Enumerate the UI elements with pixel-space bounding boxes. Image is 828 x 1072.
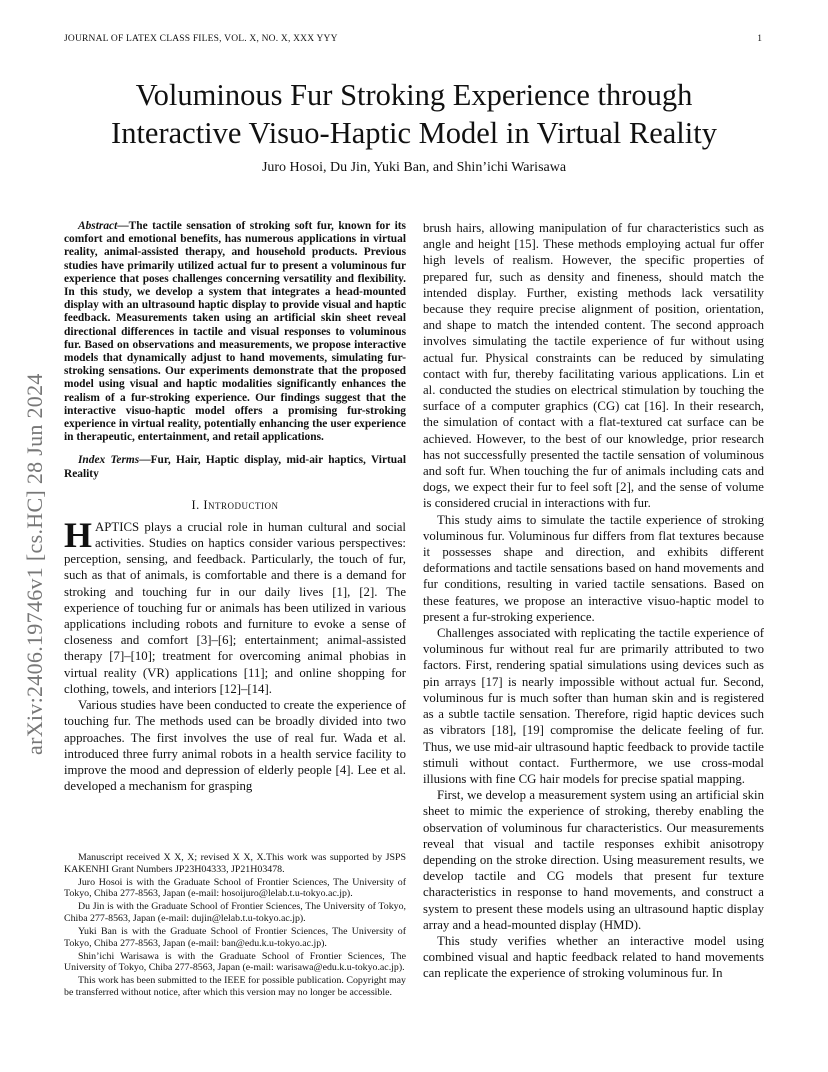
intro-paragraph-1-text: APTICS plays a crucial role in human cultural and social activities. Studies on haptics consider various perspectives: perception, sensing, and feedback. Particularly, the touch of fur, such as that of animals, is comfortable and there is a demand for stroking and touching fur in our daily lives [1], [2]. The experience of touching fur or animals has been utilized in various applications including robots and furniture to evoke a sense of closeness and comfort [3]–[6]; entertainment; animal-assisted therapy [7]–[10]; treatment for overcoming animal phobias in virtual reality (VR) applications [11]; and online shopping for clothing, towels, and interiors [12]–[14].: [64, 519, 406, 696]
section-heading-introduction: I. Introduction: [191, 497, 279, 512]
right-paragraph-3: Challenges associated with replicating the tactile experience of voluminous fur without real fur are primarily attributed to two factors. First, rendering spatial simulations using devices such as pin arrays [17] is nearly impossible without actual fur. Second, voluminous fur is much softer than human skin and is registered as a subtle tactile sensation. Therefore, rigid haptic devices such as vibrators [18], [19] compromise the delicate feeling of fur. Thus, we use mid-air ultrasound haptic feedback to provide tactile stimuli without contact. Furthermore, we use cross-modal illusions with fine CG hair models for precise spatial mapping.: [423, 626, 764, 786]
title-line-1: Voluminous Fur Stroking Experience through: [135, 78, 693, 112]
index-terms-text: —Fur, Hair, Haptic display, mid-air haptics, Virtual Reality: [64, 454, 406, 480]
footnote-author-3: Yuki Ban is with the Graduate School of Frontier Sciences, The University of Tokyo, Chiba 277-8563, Japan (e-mail: ban@edu.k.u-tokyo.ac.jp).: [64, 926, 406, 949]
abstract-text: —The tactile sensation of stroking soft fur, known for its comfort and emotional benefits, has numerous applications in virtual reality, animal-assisted therapy, and household products. Previous studies have primarily utilized actual fur to present a voluminous fur experience that poses challenges concerning versatility and flexibility. In this study, we develop a system that integrates a head-mounted display with an ultrasound haptic display to provide visual and haptic feedback. Measurements taken using an artificial skin sheet reveal directional differences in tactile and visual responses to voluminous fur. Based on observations and measurements, we propose interactive models that dynamically adjust to hand movements, simulating fur-stroking sensations. Our experiments demonstrate that the proposed model using visual and haptic modalities significantly enhances the realism of a fur-stroking experience. Our findings suggest that the interactive visuo-haptic model offers a promising fur-stroking experience in virtual reality, potentially enhancing the user experience in therapeutic, entertainment, and retail applications.: [64, 220, 406, 444]
abstract-label: Abstract: [78, 220, 118, 232]
footnote-author-4: Shin’ichi Warisawa is with the Graduate School of Frontier Sciences, The University of Tokyo, Chiba 277-8563, Japan (e-mail: warisawa@edu.k.u-tokyo.ac.jp).: [64, 950, 406, 974]
intro-paragraph-1: [64, 514, 406, 697]
title-line-2: Interactive Visuo-Haptic Model in Virtual Reality: [111, 116, 717, 150]
index-terms: [64, 454, 406, 480]
abstract: [64, 220, 406, 444]
drop-cap: H: [64, 514, 93, 555]
right-paragraph-2: This study aims to simulate the tactile experience of stroking voluminous fur. Voluminous fur differs from flat textures because it possesses shape and direction, and exhibits different deformations and tactile sensations based on hand movements and fur conditions, resulting in varied tactile sensations. Based on these features, we propose an interactive visuo-haptic model to present a fur-stroking experience.: [423, 512, 764, 624]
arxiv-stamp[interactable]: arXiv:2406.19746v1 [cs.HC] 28 Jun 2024: [22, 373, 47, 755]
left-column: [64, 220, 406, 794]
right-paragraph-1: brush hairs, allowing manipulation of fur characteristics such as angle and height [15]. These methods employing actual fur offer high levels of realism. However, the specific properties of prepared fur, such as density and fineness, should match the intended display. Further, existing methods lack versatility because they require precise alignment of position, orientation, and shape to match the intended content. The second approach involves simulating the tactile experience of fur without using actual fur. Physical constraints can be reduced by simulating contact with fur, thereby facilitating various applications. Lin et al. conducted the studies on electrical stimulation by touching the surface of a computer graphics (CG) cat [16]. In their research, the simulation of contact with a flat-textured cat surface can be achieved. However, to the best of our knowledge, prior research has not successfully presented the tactile sensation of voluminous and soft fur. When touching the fur of animals including cats and dogs, we expect their fur to feel soft [2], and the sense of volume is considered crucial in interactions with fur.: [423, 221, 764, 511]
author-list: Juro Hosoi, Du Jin, Yuki Ban, and Shin’ichi Warisawa: [261, 160, 567, 175]
index-terms-label: Index Terms: [78, 454, 140, 467]
footnotes: [64, 852, 406, 1000]
intro-paragraph-2: Various studies have been conducted to create the experience of touching fur. The methods used can be broadly divided into two approaches. The first involves the use of real fur. Wada et al. introduced three furry animal robots in a health service facility to improve the mood and depression of elderly people [4]. Lee et al. developed a mechanism for grasping: [64, 698, 406, 794]
running-header: JOURNAL OF LATEX CLASS FILES, VOL. X, NO. X, XXX YYY: [64, 34, 338, 44]
right-column: [423, 220, 764, 982]
footnote-author-1: Juro Hosoi is with the Graduate School of Frontier Sciences, The University of Tokyo, Chiba 277-8563, Japan (e-mail: hosoijuro@lelab.t.u-tokyo.ac.jp).: [64, 876, 406, 900]
footnote-manuscript: Manuscript received X X, X; revised X X, X.This work was supported by JSPS KAKENHI Grant Numbers JP23H04333, JP21H03478.: [64, 852, 406, 875]
right-paragraph-4: First, we develop a measurement system using an artificial skin sheet to mimic the experience of stroking, thereby enabling the observation of voluminous fur characteristics. Our measurements reveal that visual and tactile responses exhibit anisotropy depending on the stroke direction. Using measurement results, we develop tactile and CG models that present fur texture characteristics in response to hand movements, and construct a system to present these models using an ultrasound haptic display array and a head-mounted display (HMD).: [423, 788, 764, 932]
footnote-author-2: Du Jin is with the Graduate School of Frontier Sciences, The University of Tokyo, Chiba 277-8563, Japan (e-mail: dujin@lelab.t.u-tokyo.ac.jp).: [64, 901, 406, 924]
right-paragraph-5: This study verifies whether an interactive model using combined visual and haptic feedback related to hand movements can replicate the experience of stroking voluminous fur. In: [423, 933, 764, 981]
paper-title: [0, 76, 828, 152]
page-number: 1: [757, 34, 762, 44]
footnote-copyright: This work has been submitted to the IEEE for possible publication. Copyright may be transferred without notice, after which this version may no longer be accessible.: [64, 975, 406, 999]
